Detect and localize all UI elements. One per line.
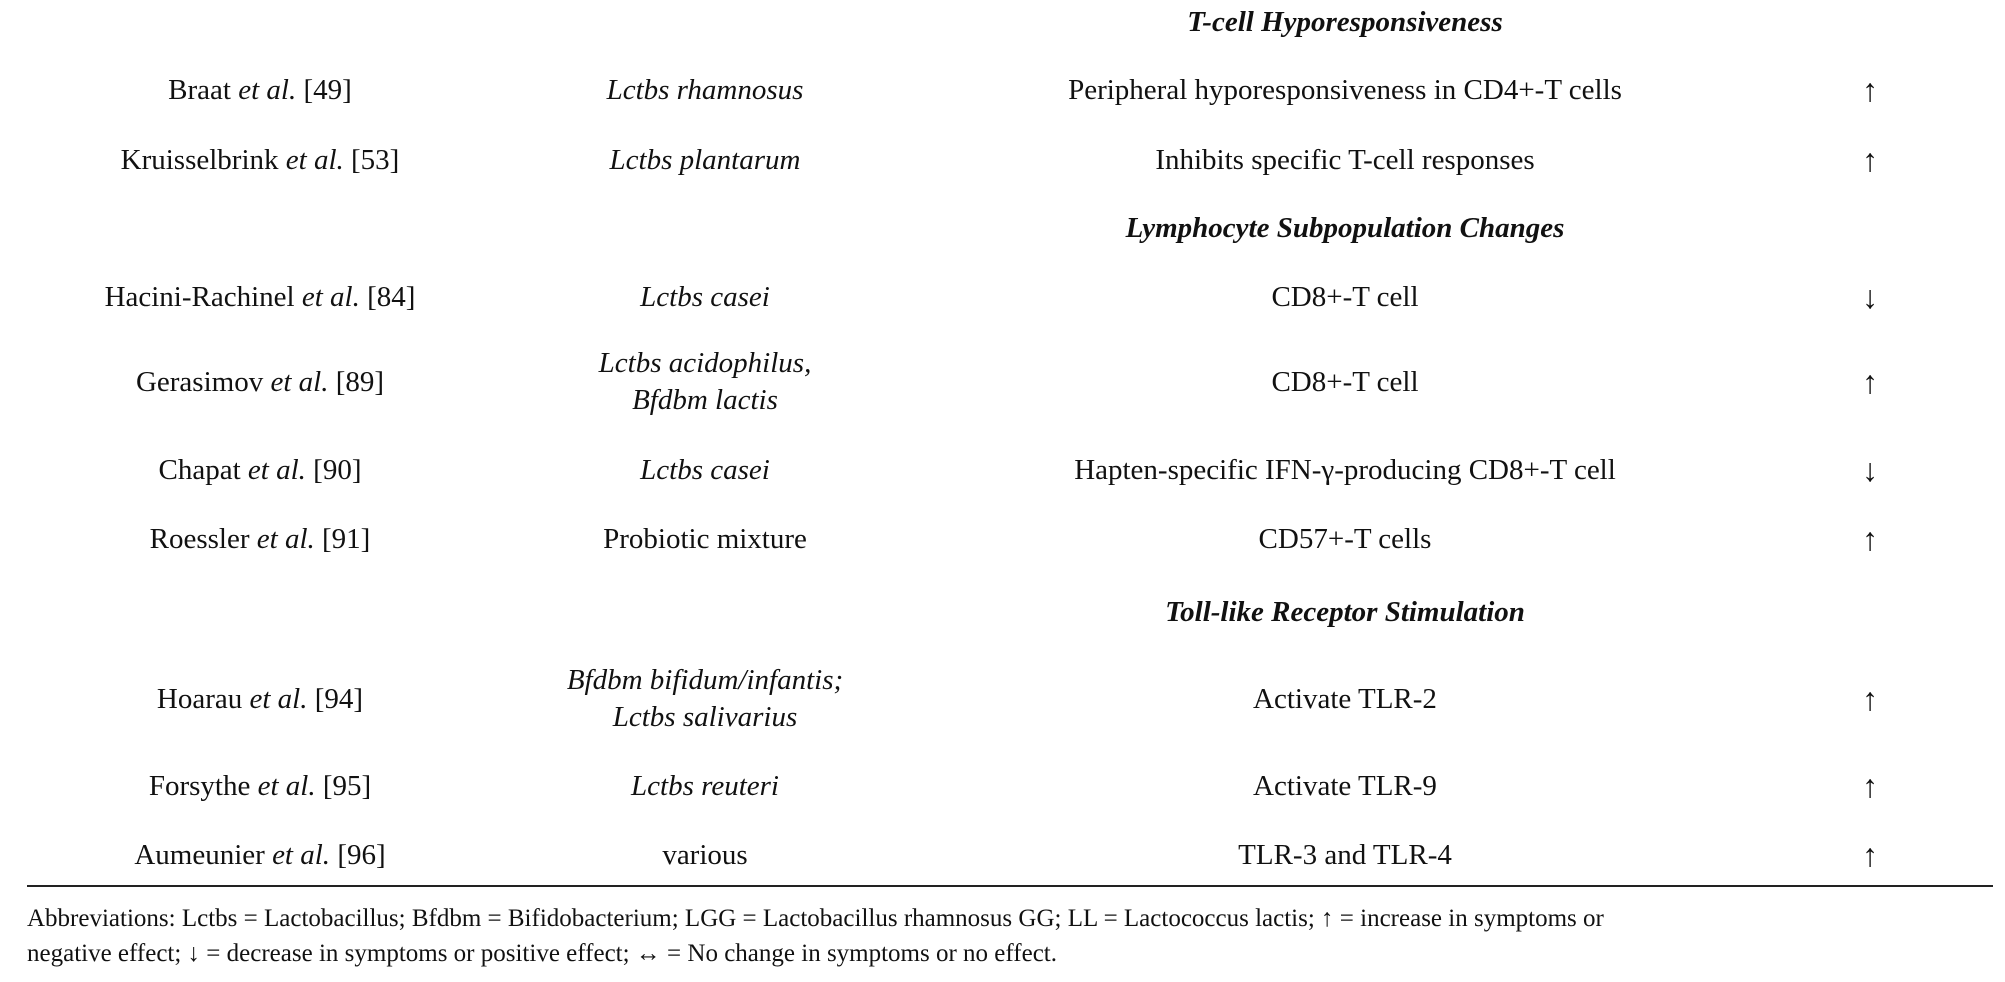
effect-cell: CD8+-T cell (1271, 365, 1419, 398)
table-row (0, 137, 2005, 183)
up-arrow-icon: ↑ (1862, 767, 1878, 804)
reference-number: [95] (322, 769, 372, 802)
organism-line: various (662, 838, 748, 871)
effect-cell: CD8+-T cell (1271, 280, 1419, 313)
effect-cell: Inhibits specific T-cell responses (1155, 143, 1535, 176)
abbreviations-footnote (27, 901, 1993, 971)
et-al: et al. (285, 143, 344, 176)
organism-line: Lctbs acidophilus, (598, 347, 812, 379)
reference-number: [94] (314, 682, 364, 715)
reference-number: [49] (303, 73, 352, 106)
reference-number: [90] (313, 453, 362, 486)
organism-cell (470, 658, 940, 740)
author-name: Forsythe (148, 769, 251, 802)
author-cell (40, 516, 480, 562)
organism-line: Bfdbm bifidum/infantis; (566, 664, 844, 696)
author-name: Hoarau (156, 682, 243, 715)
organism-line: Lctbs reuteri (631, 769, 779, 802)
section-header-row (0, 590, 2005, 634)
et-al: et al. (257, 769, 316, 802)
reference-number: [91] (322, 522, 371, 555)
effect-cell: CD57+-T cells (1258, 522, 1432, 555)
et-al: et al. (301, 280, 360, 313)
up-arrow-icon: ↑ (1862, 520, 1878, 557)
section-header-row (0, 0, 2005, 44)
up-arrow-icon: ↑ (1862, 363, 1878, 400)
table-row (0, 447, 2005, 493)
author-name: Aumeunier (134, 838, 265, 871)
table-bottom-rule (27, 885, 1993, 887)
effect-cell: Hapten-specific IFN-γ-producing CD8+-T cell (1074, 453, 1616, 486)
table-row (0, 763, 2005, 809)
author-cell (40, 274, 480, 320)
reference-number: [96] (337, 838, 386, 871)
organism-cell (470, 67, 940, 113)
organism-line: Bfdbm lactis (632, 384, 778, 416)
down-arrow-icon: ↓ (1862, 451, 1878, 488)
up-arrow-icon: ↑ (1862, 71, 1878, 108)
author-name: Roessler (149, 522, 250, 555)
reference-number: [89] (335, 365, 385, 398)
author-name: Gerasimov (135, 365, 264, 398)
table-row (0, 67, 2005, 113)
organism-line: Lctbs casei (640, 453, 770, 486)
up-arrow-icon: ↑ (1862, 680, 1878, 717)
section-title: Lymphocyte Subpopulation Changes (1125, 211, 1565, 244)
footnote-line-2: negative effect; ↓ = decrease in symptoms or positive effect; ↔ = No change in symptoms or no effect. (27, 940, 1057, 967)
et-al: et al. (238, 73, 297, 106)
up-arrow-icon: ↑ (1862, 141, 1878, 178)
organism-line: Lctbs salivarius (612, 701, 798, 733)
reference-number: [84] (367, 280, 416, 313)
effect-cell: Activate TLR-2 (1253, 682, 1437, 715)
organism-cell (470, 763, 940, 809)
effect-cell: Peripheral hyporesponsiveness in CD4+-T cells (1068, 73, 1622, 106)
author-name: Hacini-Rachinel (104, 280, 295, 313)
author-cell (40, 447, 480, 493)
author-cell (40, 341, 480, 423)
author-cell (40, 658, 480, 740)
organism-cell (470, 832, 940, 878)
section-title: T-cell Hyporesponsiveness (1187, 5, 1503, 38)
author-cell (40, 67, 480, 113)
organism-cell (470, 447, 940, 493)
author-name: Chapat (158, 453, 241, 486)
up-arrow-icon: ↑ (1862, 836, 1878, 873)
organism-cell (470, 516, 940, 562)
organism-line: Probiotic mixture (603, 522, 807, 555)
section-title: Toll-like Receptor Stimulation (1165, 595, 1525, 628)
effect-cell: Activate TLR-9 (1253, 769, 1437, 802)
author-cell (40, 137, 480, 183)
table-row (0, 658, 2005, 740)
footnote-line-1: Abbreviations: Lctbs = Lactobacillus; Bfdbm = Bifidobacterium; LGG = Lactobacillus rhamnosus GG; LL = Lactococcus lactis; ↑ = increase in symptoms or (27, 905, 1604, 932)
et-al: et al. (249, 682, 308, 715)
et-al: et al. (272, 838, 331, 871)
effect-cell: TLR-3 and TLR-4 (1238, 838, 1452, 871)
et-al: et al. (256, 522, 315, 555)
table-row (0, 516, 2005, 562)
organism-cell (470, 274, 940, 320)
organism-line: Lctbs rhamnosus (606, 73, 804, 106)
organism-cell (470, 341, 940, 423)
section-header-row (0, 206, 2005, 250)
organism-cell (470, 137, 940, 183)
author-cell (40, 763, 480, 809)
organism-line: Lctbs casei (640, 280, 770, 313)
author-name: Braat (168, 73, 231, 106)
et-al: et al. (247, 453, 306, 486)
table-row (0, 832, 2005, 878)
down-arrow-icon: ↓ (1862, 278, 1878, 315)
author-name: Kruisselbrink (120, 143, 279, 176)
reference-number: [53] (351, 143, 400, 176)
et-al: et al. (270, 365, 329, 398)
organism-line: Lctbs plantarum (609, 143, 801, 176)
author-cell (40, 832, 480, 878)
table-row (0, 341, 2005, 423)
table-row (0, 274, 2005, 320)
